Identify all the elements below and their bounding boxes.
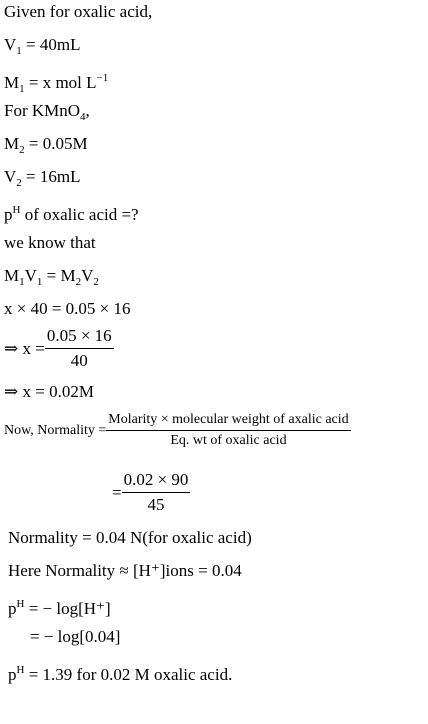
normality-approx-line: Here Normality ≈ [H⁺]ions = 0.04 bbox=[8, 561, 242, 580]
ph-log-line: $p^H$ = − log[H⁺] bbox=[8, 598, 111, 618]
normality-formula-line: Now, Normality = $\frac{\text{Molarity × molecular weight of axalic acid}}{\text{Eq. wt of oxalic acid}}$ bbox=[4, 412, 349, 448]
x-result-line: ⇒ x = 0.02M bbox=[4, 382, 94, 401]
x-fraction-line: ⇒ x = $\frac{0.05 \times 16}{40}$ bbox=[4, 326, 112, 370]
x-times-40-line: x × 40 = 0.05 × 16 bbox=[4, 299, 131, 318]
x-fraction: $\frac{0.05 \times 16}{40}$ bbox=[46, 326, 112, 370]
v2-line: $V_2 = 16mL$ bbox=[4, 167, 81, 189]
we-know-line: we know that bbox=[4, 233, 96, 252]
normality-calc-line: = $\frac{0.02 \times 90}{45}$ bbox=[112, 470, 189, 514]
v1-line: $V_1 = 40mL$ bbox=[4, 35, 81, 57]
for-kmno4-line: For KMnO$_4$, bbox=[4, 101, 90, 123]
normality-calc-fraction: $\frac{0.02 \times 90}{45}$ bbox=[123, 470, 189, 514]
given-line: Given for oxalic acid, bbox=[4, 2, 153, 21]
normality-fraction: $\frac{\text{Molarity × molecular weight of axalic acid}}{\text{Eq. wt of oxalic acid}}$ bbox=[108, 412, 349, 448]
ph-question-line: $p^H$ of oxalic acid =? bbox=[4, 204, 139, 224]
normality-result-line: Normality = 0.04 N(for oxalic acid) bbox=[8, 528, 252, 547]
ph-result-line: $p^H = 1.39$ for 0.02 M oxalic acid. bbox=[8, 664, 233, 684]
m2-line: $M_2 = 0.05M$ bbox=[4, 134, 88, 156]
m1v1-equation: $M_1V_1 = M_2V_2$ bbox=[4, 266, 99, 288]
m1-line: $M_1 = x$ mol $L^{-1}$ bbox=[4, 72, 109, 95]
log-value-line: = − log[0.04] bbox=[30, 627, 121, 646]
